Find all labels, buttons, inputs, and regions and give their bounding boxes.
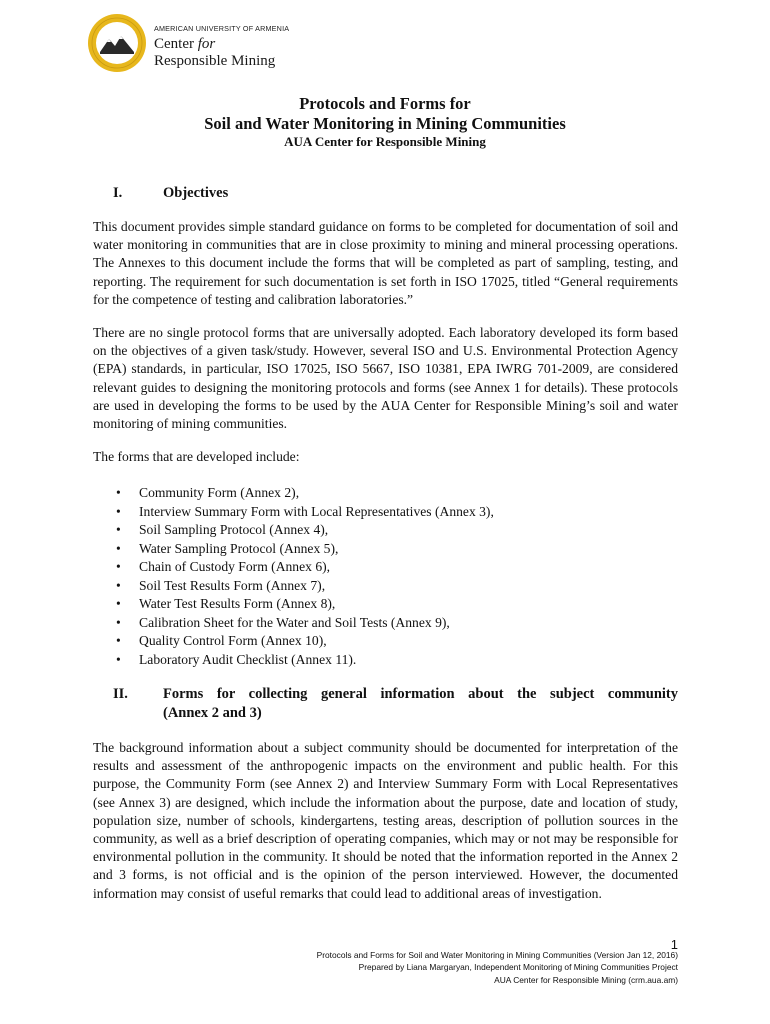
forms-list bbox=[110, 484, 494, 669]
section2-number: II. bbox=[113, 686, 128, 702]
subtitle: AUA Center for Responsible Mining bbox=[284, 134, 486, 149]
section2-heading-line1: Forms for collecting general information about the subject community bbox=[163, 686, 678, 702]
bullet-icon: • bbox=[116, 559, 121, 574]
list-item: • Chain of Custody Form (Annex 6), bbox=[110, 558, 494, 577]
university-name: AMERICAN UNIVERSITY OF ARMENIA bbox=[154, 24, 290, 33]
bullet-icon: • bbox=[116, 577, 121, 593]
list-item: • Soil Sampling Protocol (Annex 4), bbox=[110, 521, 494, 540]
list-item: • Soil Test Results Form (Annex 7), bbox=[110, 577, 494, 596]
header-logo bbox=[86, 12, 290, 82]
section1-paragraph1: This document provides simple standard guidance on forms to be completed for documentation of soil and water monitoring in communities that are in close proximity to mining and mineral processing operations. The Annexes to this document include the forms that will be completed as part of sampling, testing, and reporting. The requirement for such documentation is set forth in ISO 17025, titled “General requirements for the competence of testing and calibration laboratories.” bbox=[93, 219, 678, 307]
list-item: • Quality Control Form (Annex 10), bbox=[110, 632, 494, 651]
section2-paragraph1: The background information about a subject community should be documented for interpretation of the results and assessment of the anthropogenic impacts on the environment and public health. For this purpose, the Community Form (see Annex 2) and Interview Summary Form with Local Representatives (see Annex 3) are designed, which include the information about the purpose, date and location of study, population size, number of schools, kindergartens, testing areas, description of pollution sources in the community, as well as a brief description of operating companies, which may or not may be responsible for environmental pollution in the community. It should be noted that the information reported in the Annex 2 and 3 forms, is not official and is the opinion of the person interviewed. However, the documented information may consist of useful remarks that could lead to additional areas of investigation. bbox=[93, 740, 678, 901]
list-item: • Water Sampling Protocol (Annex 5), bbox=[110, 540, 494, 559]
list-item: • Community Form (Annex 2), bbox=[110, 484, 494, 503]
bullet-icon: • bbox=[116, 651, 121, 667]
section1-heading: Objectives bbox=[163, 185, 229, 201]
center-name-line2: Responsible Mining bbox=[154, 53, 276, 69]
page-footer bbox=[317, 949, 678, 986]
section2-heading-line2: (Annex 2 and 3) bbox=[163, 705, 262, 721]
center-name bbox=[154, 36, 275, 70]
footer-line2: Prepared by Liana Margaryan, Independent Monitoring of Mining Communities Project bbox=[358, 962, 678, 973]
list-item: • Water Test Results Form (Annex 8), bbox=[110, 595, 494, 614]
bullet-icon: • bbox=[116, 485, 121, 500]
bullet-icon: • bbox=[116, 522, 121, 537]
page-number: 1 bbox=[670, 937, 678, 952]
bullet-icon: • bbox=[116, 633, 121, 648]
bullet-icon: • bbox=[116, 614, 121, 630]
bullet-icon: • bbox=[116, 540, 121, 556]
section1-paragraph2: There are no single protocol forms that are universally adopted. Each laboratory developed its form based on the objectives of a given task/study. However, several ISO and U.S. Environmental Protection Agency (EPA) standards, in particular, ISO 17025, ISO 5667, ISO 10381, EPA IWRG 701-2009, are considered relevant guides to designing the monitoring protocols and forms (see Annex 1 for details). These protocols are used in developing the forms to be used by the AUA Center for Responsible Mining’s soil and water monitoring of mining communities. bbox=[93, 325, 678, 432]
footer-line3: AUA Center for Responsible Mining (crm.aua.am) bbox=[494, 974, 678, 985]
footer-line1: Protocols and Forms for Soil and Water Monitoring in Mining Communities (Version Jan 12, 2016) bbox=[316, 950, 678, 960]
section1-paragraph3: The forms that are developed include: bbox=[93, 449, 300, 464]
bullet-icon: • bbox=[116, 596, 121, 611]
title-line2: Soil and Water Monitoring in Mining Communities bbox=[204, 114, 566, 133]
section1-number: I. bbox=[113, 185, 123, 201]
center-name-for: for bbox=[197, 36, 216, 52]
bullet-icon: • bbox=[116, 503, 121, 519]
list-item: • Laboratory Audit Checklist (Annex 11). bbox=[110, 651, 494, 670]
aua-seal-icon bbox=[86, 12, 148, 74]
list-item: • Calibration Sheet for the Water and Soil Tests (Annex 9), bbox=[110, 614, 494, 633]
center-name-word: Center bbox=[154, 36, 198, 52]
title-line1: Protocols and Forms for bbox=[299, 94, 471, 113]
list-item: • Interview Summary Form with Local Representatives (Annex 3), bbox=[110, 503, 494, 522]
